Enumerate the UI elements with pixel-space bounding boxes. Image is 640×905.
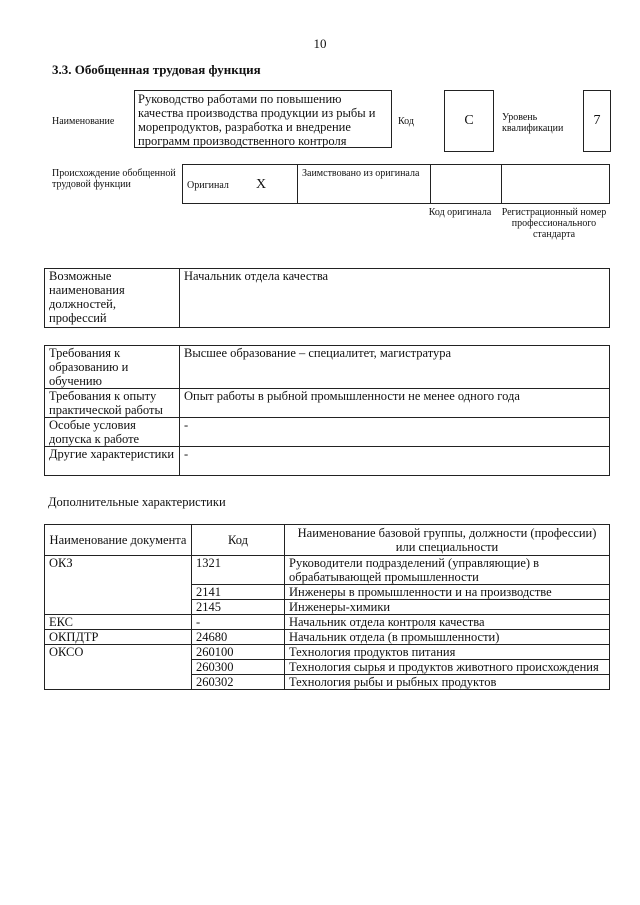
function-name-value: Руководство работами по повышению качества производства продукции из рыбы и морепродуктов, разработка и внедрение программ производственного контроля bbox=[134, 90, 392, 148]
original-mark: X bbox=[256, 176, 267, 192]
name-cell: Технология сырья и продуктов животного происхождения bbox=[285, 660, 610, 675]
header-name: Наименование базовой группы, должности (профессии) или специальности bbox=[285, 525, 610, 556]
original-code-cell bbox=[431, 165, 502, 204]
doc-cell: ОКПДТР bbox=[45, 630, 192, 645]
name-cell: Инженеры в промышленности и на производстве bbox=[285, 585, 610, 600]
function-code-value: C bbox=[444, 90, 494, 152]
registration-caption: Регистрационный номер профессионального стандарта bbox=[501, 207, 607, 240]
registration-number-cell bbox=[502, 165, 610, 204]
doc-cell: ОКСО bbox=[45, 645, 192, 690]
table-row bbox=[45, 630, 610, 645]
table-row bbox=[45, 556, 610, 585]
code-cell: - bbox=[192, 615, 285, 630]
requirement-value: - bbox=[180, 418, 610, 447]
name-cell: Технология продуктов питания bbox=[285, 645, 610, 660]
code-original-caption: Код оригинала bbox=[428, 207, 492, 218]
additional-table bbox=[44, 524, 610, 690]
doc-cell: ЕКС bbox=[45, 615, 192, 630]
code-label: Код bbox=[398, 116, 414, 127]
name-cell: Руководители подразделений (управляющие) в обрабатывающей промышленности bbox=[285, 556, 610, 585]
level-value: 7 bbox=[583, 90, 611, 152]
requirement-label: Требования к опыту практической работы bbox=[45, 389, 180, 418]
code-cell: 260100 bbox=[192, 645, 285, 660]
code-cell: 1321 bbox=[192, 556, 285, 585]
name-cell: Начальник отдела (в промышленности) bbox=[285, 630, 610, 645]
requirement-label: Требования к образованию и обучению bbox=[45, 346, 180, 389]
positions-table bbox=[44, 268, 610, 328]
name-cell: Начальник отдела контроля качества bbox=[285, 615, 610, 630]
additional-title: Дополнительные характеристики bbox=[48, 495, 226, 509]
doc-cell: ОКЗ bbox=[45, 556, 192, 615]
code-cell: 260302 bbox=[192, 675, 285, 690]
requirement-value: Опыт работы в рыбной промышленности не менее одного года bbox=[180, 389, 610, 418]
requirements-table bbox=[44, 345, 610, 476]
header-code: Код bbox=[192, 525, 285, 556]
name-label: Наименование bbox=[52, 116, 115, 127]
level-label: Уровень квалификации bbox=[502, 112, 564, 134]
positions-label: Возможные наименования должностей, профессий bbox=[45, 269, 180, 328]
requirement-label: Другие характеристики bbox=[45, 447, 180, 476]
borrowed-cell bbox=[298, 165, 431, 204]
origin-table bbox=[182, 164, 610, 204]
name-cell: Инженеры-химики bbox=[285, 600, 610, 615]
original-label: Оригинал bbox=[187, 179, 229, 191]
positions-value: Начальник отдела качества bbox=[180, 269, 610, 328]
borrowed-label: Заимствовано из оригинала bbox=[302, 168, 420, 179]
code-cell: 2141 bbox=[192, 585, 285, 600]
origin-label: Происхождение обобщенной трудовой функции bbox=[52, 168, 176, 190]
table-row bbox=[45, 615, 610, 630]
page-number: 10 bbox=[313, 36, 327, 51]
origin-original-cell bbox=[183, 165, 298, 204]
name-cell: Технология рыбы и рыбных продуктов bbox=[285, 675, 610, 690]
table-row bbox=[45, 645, 610, 660]
header-doc: Наименование документа bbox=[45, 525, 192, 556]
code-cell: 2145 bbox=[192, 600, 285, 615]
section-title: 3.3. Обобщенная трудовая функция bbox=[52, 62, 261, 77]
code-cell: 260300 bbox=[192, 660, 285, 675]
requirement-value: Высшее образование – специалитет, магистратура bbox=[180, 346, 610, 389]
code-cell: 24680 bbox=[192, 630, 285, 645]
requirement-value: - bbox=[180, 447, 610, 476]
requirement-label: Особые условия допуска к работе bbox=[45, 418, 180, 447]
